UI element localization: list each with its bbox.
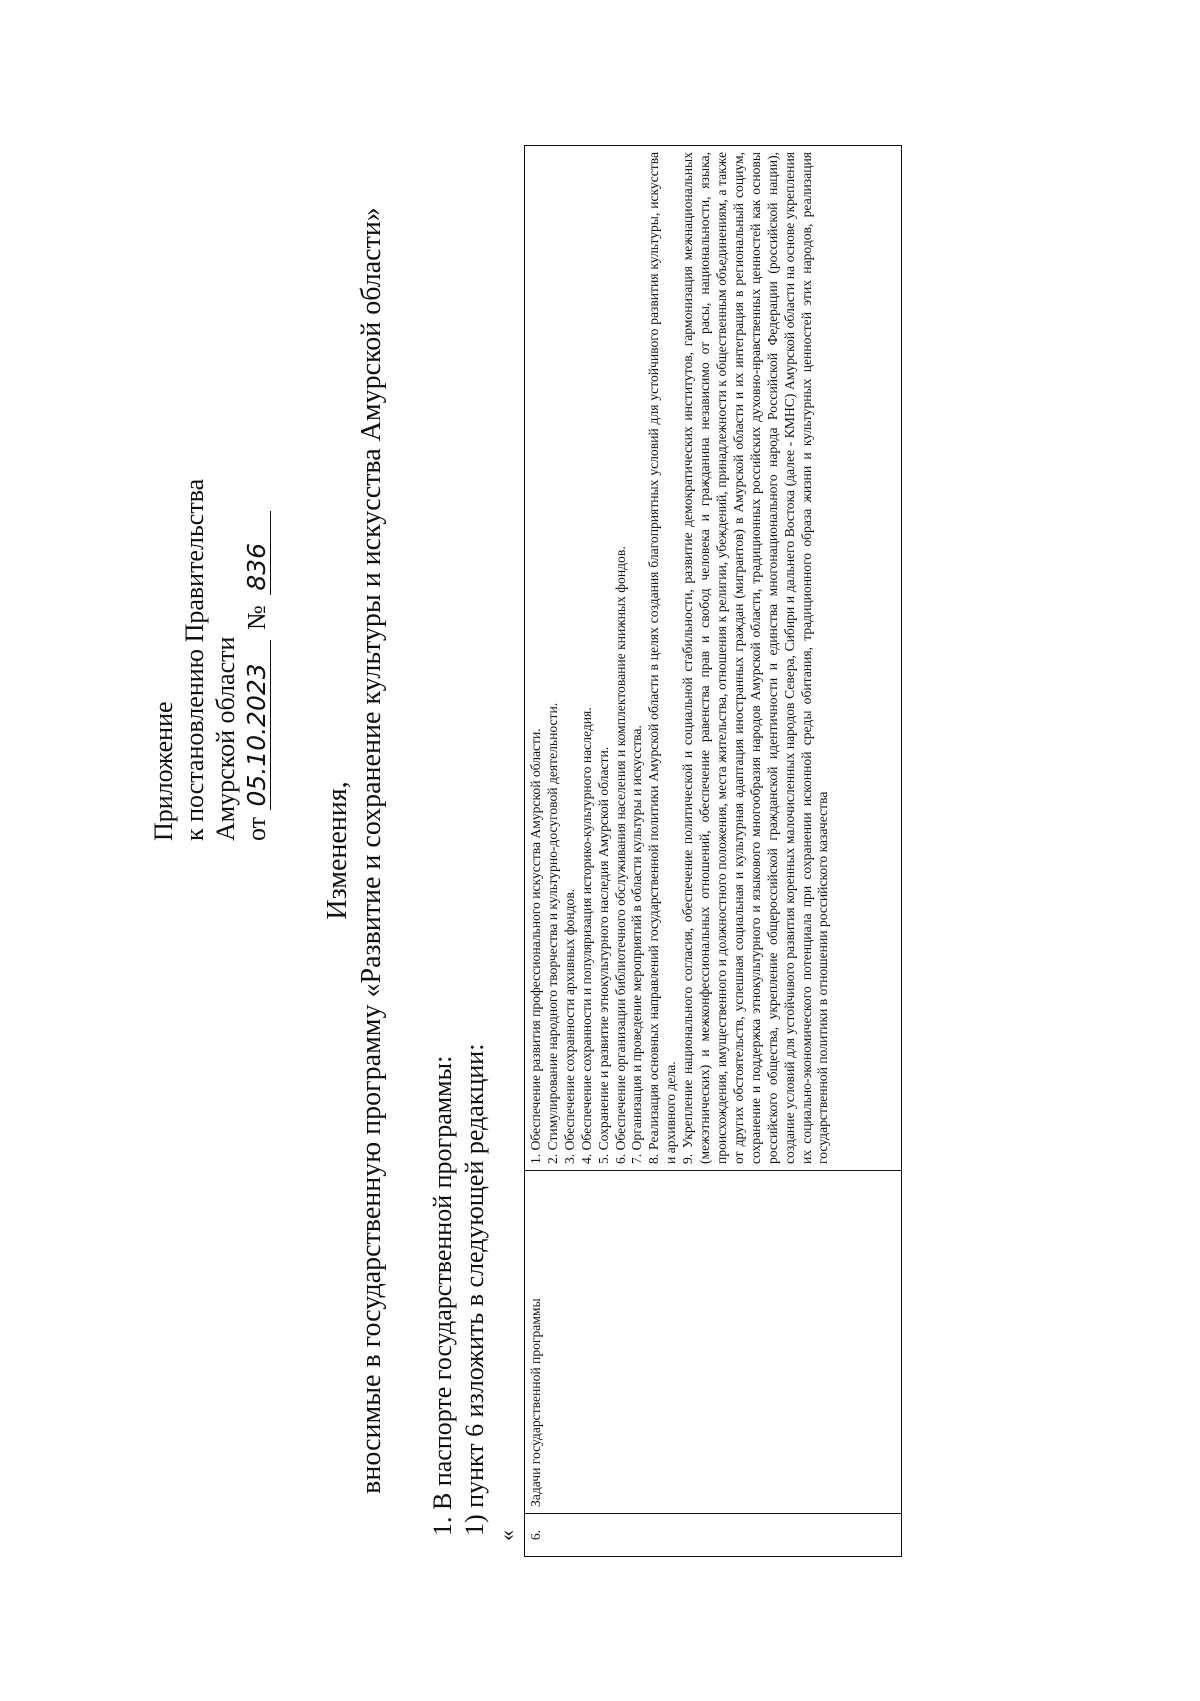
task-item-8: 8. Реализация основных направлений государственной политики Амурской области в целях создания благоприятных условий для устойчивого развития культуры, искусства и архивного дела. [646,152,679,1164]
approval-number: 836 [244,511,271,595]
task-item-7: 7. Организация и проведение мероприятий в области культуры и искусства. [629,725,645,1164]
task-item-3: 3. Обеспечение сохранности архивных фондов. [561,888,577,1164]
passport-table [524,145,902,1557]
task-item-4: 4. Обеспечение сохранности и популяризация историко-культурного наследия. [578,707,594,1164]
approval-date: 05.10.2023 [244,640,271,810]
task-item-1: 1. Обеспечение развития профессионального искусства Амурской области. [528,728,543,1164]
section-point: 1. В паспорте государственной программы: [428,1055,457,1536]
approval-line-2: к постановлению Правительства [180,478,209,841]
task-item-6: 6. Обеспечение организации библиотечного обслуживания населения и комплектование книжных фондов. [612,546,628,1164]
approval-block [148,181,272,841]
approval-line-1: Приложение [149,701,178,841]
approval-number-sign: № [242,605,271,630]
approval-line-3: Амурской области [211,636,240,841]
row-label-cell: Задачи государственной программы [525,1171,902,1514]
document-subtitle: вносимые в государственную программу «Развитие и сохранение культуры и искусства Амурской области» [356,207,387,1494]
approval-from-prefix: от [242,816,271,841]
open-quote: « [494,1530,519,1541]
section-subpoint: 1) пункт 6 изложить в следующей редакции: [460,1043,489,1536]
document-title: Изменения, [322,781,353,920]
table-row [525,146,902,1557]
task-item-2: 2. Стимулирование народного творчества и культурно-досуговой деятельности. [544,702,560,1164]
approval-line-4 [241,181,272,841]
task-item-5: 5. Сохранение и развитие этнокультурного наследия Амурской области. [595,746,611,1164]
row-tasks-cell [525,146,902,1171]
task-item-9: 9. Укрепление национального согласия, обеспечение политической и социальной стабильности, развитие демократических институтов, гармонизация межнациональных (межэтнических) и межконфессиональных отношений, обеспечение равенства прав и свобод человека и гражданина независимо от расы, национальности, языка, происхождения, имущественного и должностного положения, места жительства, отношения к религии, убеждений, принадлежности к общественным объединениям, а также от других обстоятельств, успешная социальная и культурная адаптация иностранных граждан (мигрантов) в Амурской области и их интеграция в региональный социум, сохранение и поддержка этнокультурного и языкового многообразия народов Амурской области, традиционных российских духовно-нравственных ценностей как основы российского общества, укрепление общероссийской гражданской идентичности и единства многонационального народа Российской Федерации (российской нации), создание условий для устойчивого развития коренных малочисленных народов Севера, Сибири и дальнего Востока (далее - КМНС) Амурской области на основе укрепления их социально-экономического потенциала при сохранении исконной среды обитания, традиционного образа жизни и культурных ценностей этих народов, реализация государственной политики в отношении российского казачества [680,152,831,1164]
row-number-cell: 6. [525,1514,902,1557]
